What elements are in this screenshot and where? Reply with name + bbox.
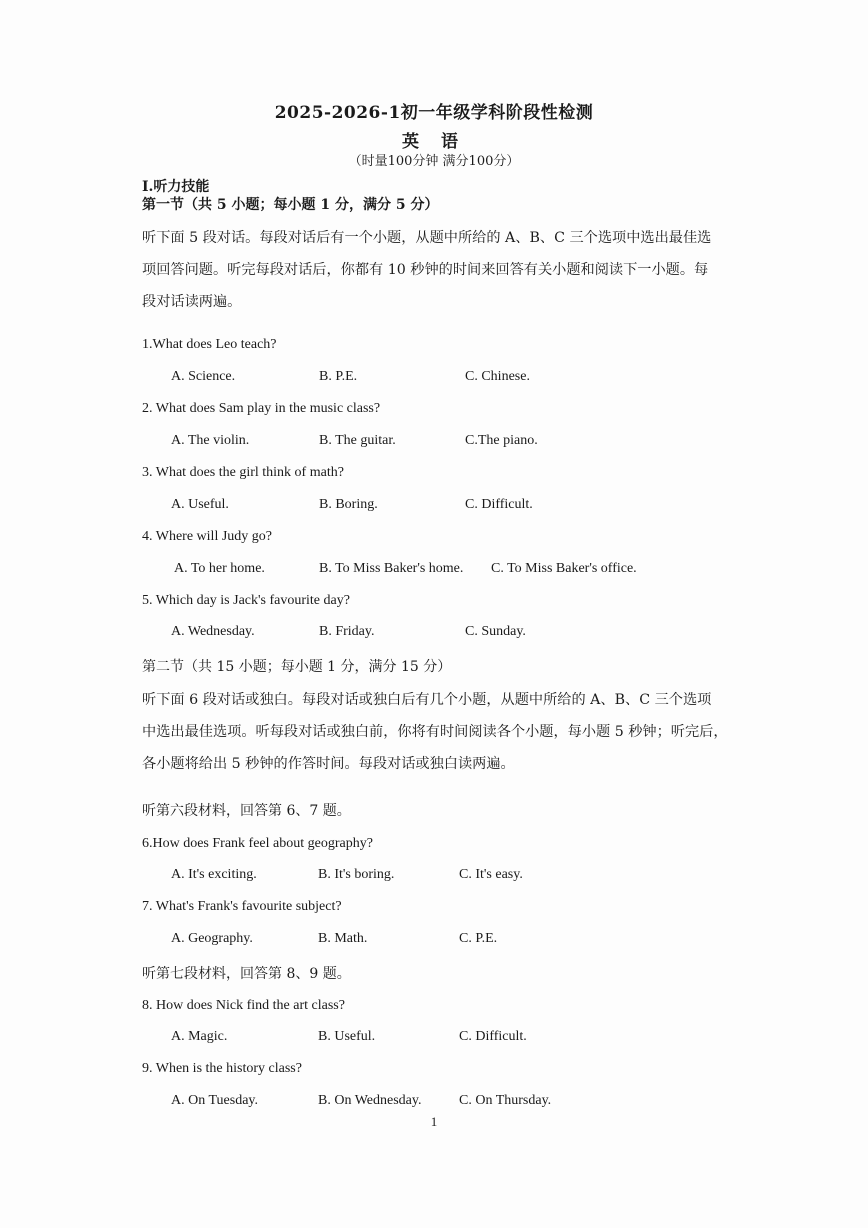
question-2-options [171,433,691,453]
instruction-line: 听下面 5 段对话。每段对话后有一个小题，从题中所给的 A、B、C 三个选项中选出最佳选 [142,230,712,246]
option-a: A. Magic. [171,1029,228,1044]
option-b: B. On Wednesday. [318,1093,422,1108]
question-6-options [171,867,691,887]
material-6-note: 听第六段材料，回答第 6、7 题。 [142,803,351,819]
question-5-options [171,624,691,644]
exam-time-info: （时量100分钟 满分100分） [348,154,520,169]
option-c: C. On Thursday. [459,1093,552,1108]
page-number: 1 [430,1114,438,1129]
option-b: B. P.E. [319,369,358,384]
option-a: A. Useful. [171,497,229,512]
question-7-options [171,931,691,951]
option-a: A. The violin. [171,433,250,448]
material-7-note: 听第七段材料，回答第 8、9 题。 [142,966,351,982]
option-a: A. Science. [171,369,236,384]
option-b: B. Math. [318,931,368,946]
option-a: A. To her home. [174,561,265,576]
question-4: 4. Where will Judy go? [142,529,272,544]
instruction-line: 中选出最佳选项。听每段对话或独白前，你将有时间阅读各个小题，每小题 5 秒钟；听完后， [142,724,728,740]
option-a: A. Geography. [171,931,253,946]
section1-heading: 第一节（共 5 小题；每小题 1 分，满分 5 分） [142,197,439,213]
option-c: C. Sunday. [465,624,526,639]
part-heading-listening: I.听力技能 [142,179,210,195]
option-b: B. To Miss Baker's home. [319,561,464,576]
section2-instructions [142,684,736,780]
question-1-options [171,369,691,389]
question-3: 3. What does the girl think of math? [142,465,344,480]
option-b: B. It's boring. [318,867,395,882]
option-b: B. Useful. [318,1029,376,1044]
option-a: A. It's exciting. [171,867,257,882]
section1-instructions [142,222,736,318]
question-8-options [171,1029,691,1049]
instruction-line: 各小题将给出 5 秒钟的作答时间。每段对话或独白读两遍。 [142,756,515,772]
option-c: C. Chinese. [465,369,530,384]
option-c: C. To Miss Baker's office. [491,561,637,576]
option-b: B. Boring. [319,497,378,512]
exam-title: 2025-2026-1初一年级学科阶段性检测 [274,103,594,123]
option-b: B. Friday. [319,624,375,639]
option-c: C. Difficult. [459,1029,527,1044]
exam-subject: 英 语 [402,132,466,152]
section2-heading: 第二节（共 15 小题；每小题 1 分，满分 15 分） [142,659,452,675]
question-4-options [171,561,691,581]
option-a: A. On Tuesday. [171,1093,258,1108]
question-6: 6.How does Frank feel about geography? [142,836,373,851]
question-7: 7. What's Frank's favourite subject? [142,899,342,914]
instruction-line: 项回答问题。听完每段对话后，你都有 10 秒钟的时间来回答有关小题和阅读下一小题。每 [142,262,709,278]
instruction-line: 听下面 6 段对话或独白。每段对话或独白后有几个小题，从题中所给的 A、B、C 三个选项 [142,692,712,708]
question-8: 8. How does Nick find the art class? [142,998,345,1013]
option-c: C.The piano. [465,433,538,448]
option-c: C. P.E. [459,931,498,946]
question-1: 1.What does Leo teach? [142,337,277,352]
question-9-options [171,1093,691,1113]
option-c: C. Difficult. [465,497,533,512]
option-b: B. The guitar. [319,433,396,448]
question-5: 5. Which day is Jack's favourite day? [142,593,350,608]
instruction-line: 段对话读两遍。 [142,294,242,310]
question-9: 9. When is the history class? [142,1061,302,1076]
question-2: 2. What does Sam play in the music class? [142,401,381,416]
question-3-options [171,497,691,517]
option-a: A. Wednesday. [171,624,255,639]
option-c: C. It's easy. [459,867,523,882]
